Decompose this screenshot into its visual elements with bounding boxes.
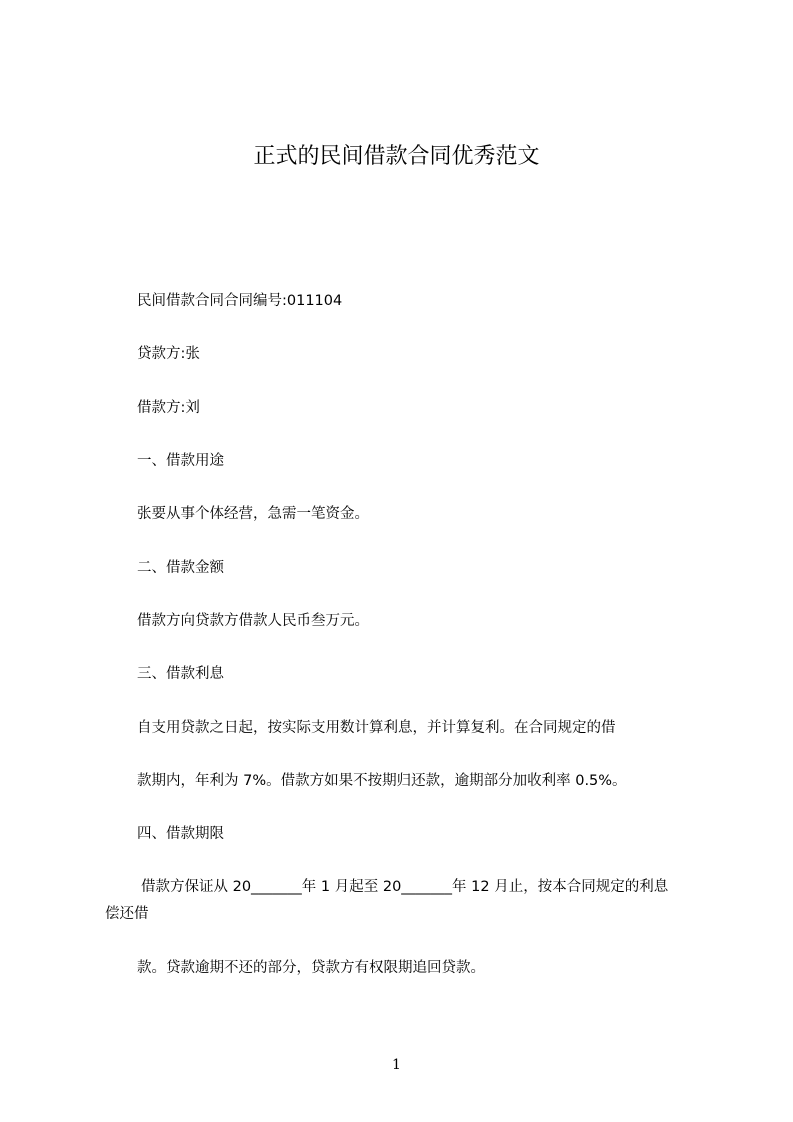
section-heading-purpose: 一、借款用途 [137, 453, 224, 469]
lender-line: 贷款方:张 [137, 346, 200, 362]
amount-text: 借款方向贷款方借款人民币叁万元。 [137, 613, 369, 629]
term-text-line-3: 款。贷款逾期不还的部分，贷款方有权限期追回贷款。 [137, 960, 485, 976]
interest-text-line-2: 款期内，年利为 7%。借款方如果不按期归还款，逾期部分加收利率 0.5%。 [137, 773, 627, 789]
interest-text-line-1: 自支用贷款之日起，按实际支用数计算利息，并计算复利。在合同规定的借 [137, 720, 616, 736]
section-heading-interest: 三、借款利息 [137, 666, 224, 682]
section-heading-amount: 二、借款金额 [137, 560, 224, 576]
page-number: 1 [392, 1057, 401, 1073]
contract-number-line: 民间借款合同合同编号:011104 [137, 293, 343, 309]
borrower-line: 借款方:刘 [137, 400, 200, 416]
section-heading-term: 四、借款期限 [137, 826, 224, 842]
purpose-text: 张要从事个体经营，急需一笔资金。 [137, 506, 369, 522]
term-text-line-2: 偿还借 [105, 906, 149, 922]
term-text-line-1: 借款方保证从 20_______年 1 月起至 20_______年 12 月止，按本合同规定的利息 [141, 879, 669, 895]
document-title: 正式的民间借款合同优秀范文 [253, 144, 540, 169]
